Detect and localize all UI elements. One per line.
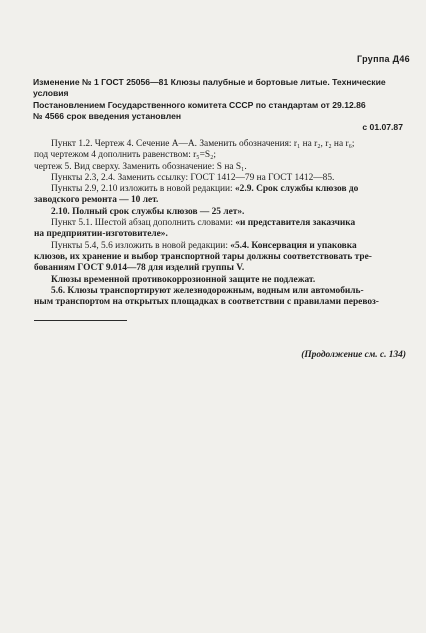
body-line: клюзов, их хранение и выбор транспортной тары должны соответствовать тре- xyxy=(34,251,372,262)
body-text-new-wording: «2.9. Срок службы клюзов до xyxy=(234,184,359,195)
body-line: чертеж 5. Вид сверху. Заменить обозначение: S на S₁. xyxy=(34,161,247,172)
body-line: на предприятии-изготовителе». xyxy=(34,229,168,240)
body-line: под чертежом 4 дополнить равенством: r₅=S₂; xyxy=(34,150,216,161)
body-text-new-wording: «5.4. Консервация и упаковка xyxy=(230,240,357,251)
body-line: бованиям ГОСТ 9.014—78 для изделий группы V. xyxy=(34,263,245,274)
continuation-note: (Продолжение см. с. 134) xyxy=(301,350,406,360)
amendment-title xyxy=(33,77,403,99)
body-line: Пункт 1.2. Чертеж 4. Сечение А—А. Заменить обозначения: r₁ на r₂, r₂ на r₆; xyxy=(51,139,355,149)
body-line: 5.6. Клюзы транспортируют железнодорожным, водным или автомобиль- xyxy=(51,285,364,296)
body-text: Пункты 5.4, 5.6 изложить в новой редакции: xyxy=(51,240,231,251)
body-line: 2.10. Полный срок службы клюзов — 25 лет». xyxy=(51,206,245,217)
body-text-new-wording: «и представителя заказчика xyxy=(235,218,356,229)
body-line: заводского ремонта — 10 лет. xyxy=(34,195,159,206)
body-line xyxy=(51,241,404,252)
decree-line-2: № 4566 срок введения установлен xyxy=(33,111,182,121)
amendment-body xyxy=(34,139,404,308)
body-line xyxy=(51,218,404,229)
decree-line-1: Постановлением Государственного комитета СССР по стандартам от 29.12.86 xyxy=(33,100,366,110)
amendment-title-line-1: Изменение № 1 ГОСТ 25056—81 Клюзы палубные и бортовые литые. Технические xyxy=(33,77,386,87)
body-line: Пункты 2.3, 2.4. Заменить ссылку: ГОСТ 1412—79 на ГОСТ 1412—85. xyxy=(51,172,335,183)
body-line: Клюзы временной противокоррозионной защите не подлежат. xyxy=(51,274,316,285)
body-line: ным транспортом на открытых площадках в соответствии с правилами перевоз- xyxy=(34,297,379,308)
effective-date: с 01.07.87 xyxy=(362,122,403,132)
decree-statement xyxy=(33,100,403,122)
body-text: Пункты 2.9, 2.10 изложить в новой редакции: xyxy=(51,184,235,195)
body-text: Пункт 5.1. Шестой абзац дополнить словами: xyxy=(51,218,236,229)
body-line xyxy=(51,184,404,195)
divider-line xyxy=(34,320,127,321)
group-code: Группа Д46 xyxy=(357,54,410,64)
amendment-title-line-2: условия xyxy=(33,88,69,98)
